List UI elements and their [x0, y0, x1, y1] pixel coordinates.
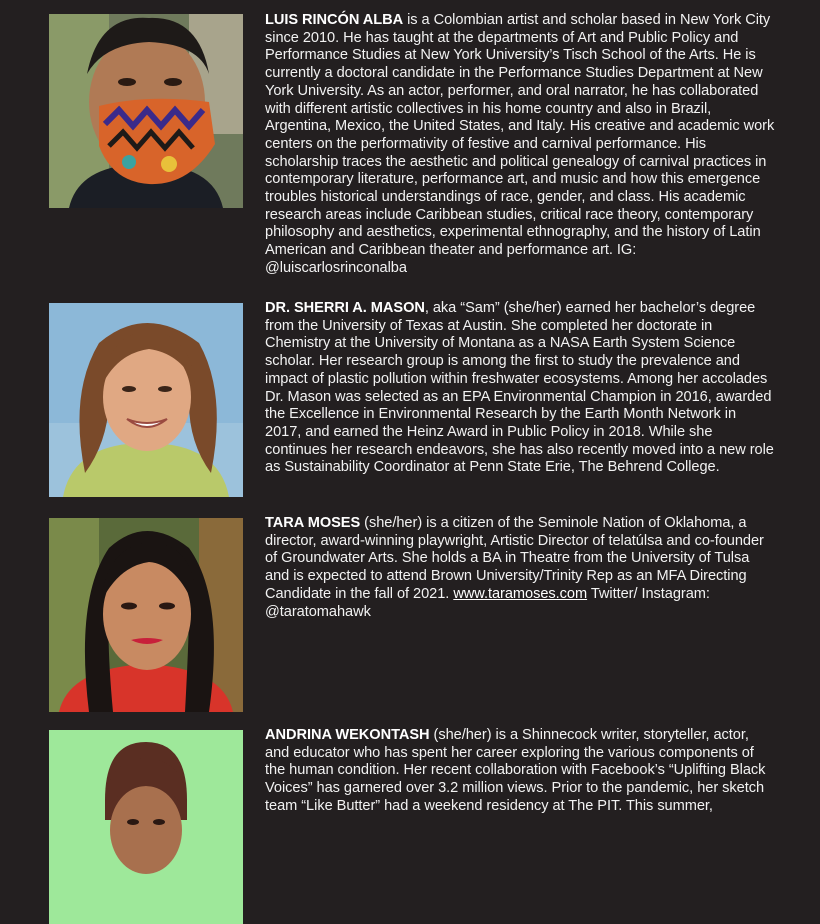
- portrait-luis-image: [49, 14, 243, 208]
- bio-name: LUIS RINCÓN ALBA: [265, 12, 404, 28]
- bio-body: , aka “Sam” (she/her) earned her bachelor’s degree from the University of Texas at Austin. She completed her doctorate in Chemistry at the University of Montana as a NASA Earth System Science scholar. Her research group is among the first to study the prevalence and impact of plastic pollution within freshwater ecosystems. Among her accolades Dr. Mason was selected as an EPA Environmental Champion in 2016, awarded the Excellence in Environmental Research by the Earth Month Network in 2017, and earned the Heinz Award in Public Policy in 2018. While she continues her research endeavors, she has also recently moved into a new role as Sustainability Coordinator at Penn State Erie, The Behrend College.: [265, 300, 774, 476]
- portrait-sherri-image: [49, 303, 243, 497]
- bio-text: [265, 515, 775, 621]
- portrait-photo: [49, 518, 243, 712]
- bio-name: TARA MOSES: [265, 515, 361, 531]
- portrait-photo: [49, 303, 243, 497]
- bio-text: [265, 12, 775, 278]
- bio-body: is a Colombian artist and scholar based in New York City since 2010. He has taught at the departments of Art and Public Policy and Performance Studies at New York University’s Tisch School of the Arts. He is currently a doctoral candidate in the Performance Studies Department at New York University. As an actor, performer, and oral narrator, he has collaborated with different artistic collectives in his home country and also in Brazil, Argentina, Mexico, the United States, and Italy. His creative and academic work centers on the performativity of festive and carnival performance. His scholarship traces the aesthetic and political genealogy of carnival practices in contemporary literature, performance art, and music and how this emergence troubles historical understandings of race, gender, and class. His academic research areas include Caribbean studies, critical race theory, contemporary philosophy and aesthetics, experimental ethnography, and the history of Latin American and Caribbean theater and performance art. IG: @luiscarlosrinconalba: [265, 12, 775, 276]
- portrait-photo: [49, 14, 243, 208]
- bio-body: (she/her) is a Shinnecock writer, storyteller, actor, and educator who has spent her career exploring the various components of the human condition. Her recent collaboration with Facebook’s “Uplifting Black Voices” has garnered over 3.2 million views. Prior to the pandemic, her sketch team “Like Butter” had a weekend residency at The PIT. This summer,: [265, 727, 766, 814]
- portrait-photo: [49, 730, 243, 924]
- bio-text: [265, 727, 775, 816]
- portrait-andrina-image: [49, 730, 243, 924]
- website-link[interactable]: www.taramoses.com: [453, 585, 588, 602]
- bio-text: [265, 300, 775, 477]
- bio-body: (she/her) is a citizen of the Seminole Nation of Oklahoma, a director, award-winning playwright, Artistic Director of telatúlsa and co-founder of Groundwater Arts. She holds a BA in Theatre from the University of Tulsa and is expected to attend Brown University/Trinity Rep as an MFA Directing Candidate in the fall of 2021.: [265, 515, 764, 602]
- portrait-tara-image: [49, 518, 243, 712]
- bio-name: ANDRINA WEKONTASH: [265, 727, 430, 743]
- bio-body-after: Twitter/ Instagram: @taratomahawk: [265, 585, 710, 620]
- bio-name: DR. SHERRI A. MASON: [265, 300, 425, 316]
